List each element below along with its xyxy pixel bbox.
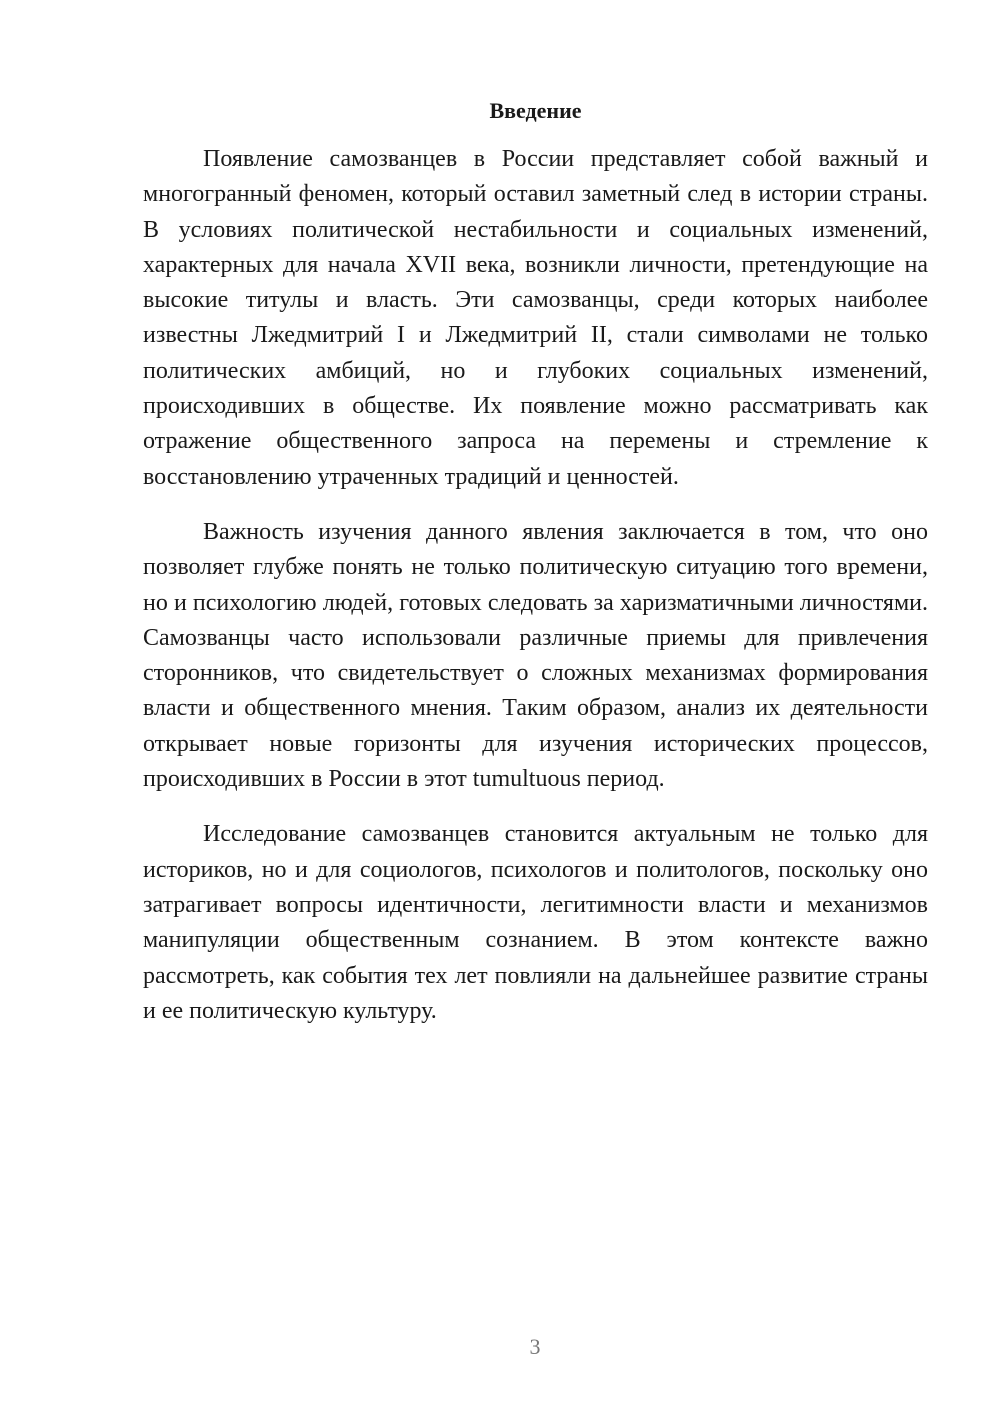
paragraph-3: Исследование самозванцев становится актуальным не только для историков, но и для социологов, психологов и политологов, поскольку оно затрагивает вопросы идентичности, легитимности власти и механизмов манипуляции общественным сознанием. В этом контексте важно рассмотреть, как события тех лет повлияли на дальнейшее развитие страны и ее политическую культуру. (143, 821, 928, 1024)
page-number: 3 (529, 1334, 541, 1359)
paragraph-2: Важность изучения данного явления заключается в том, что оно позволяет глубже понять не только политическую ситуацию того времени, но и психологию людей, готовых следовать за харизматичными личностями. Самозванцы часто использовали различные приемы для привлечения сторонников, что свидетельствует о сложных механизмах формирования власти и общественного мнения. Таким образом, анализ их деятельности открывает новые горизонты для изучения исторических процессов, происходивших в России в этот tumultuous период. (143, 518, 928, 793)
body-text (143, 142, 928, 1049)
paragraph-1: Появление самозванцев в России представляет собой важный и многогранный феномен, который оставил заметный след в истории страны. В условиях политической нестабильности и социальных изменений, характерных для начала XVII века, возникли личности, претендующие на высокие титулы и власть. Эти самозванцы, среди которых наиболее известны Лжедмитрий I и Лжедмитрий II, стали символами не только политических амбиций, но и глубоких социальных изменений, происходивших в обществе. Их появление можно рассматривать как отражение общественного запроса на перемены и стремление к восстановлению утраченных традиций и ценностей. (143, 146, 928, 490)
section-heading: Введение (489, 98, 582, 123)
